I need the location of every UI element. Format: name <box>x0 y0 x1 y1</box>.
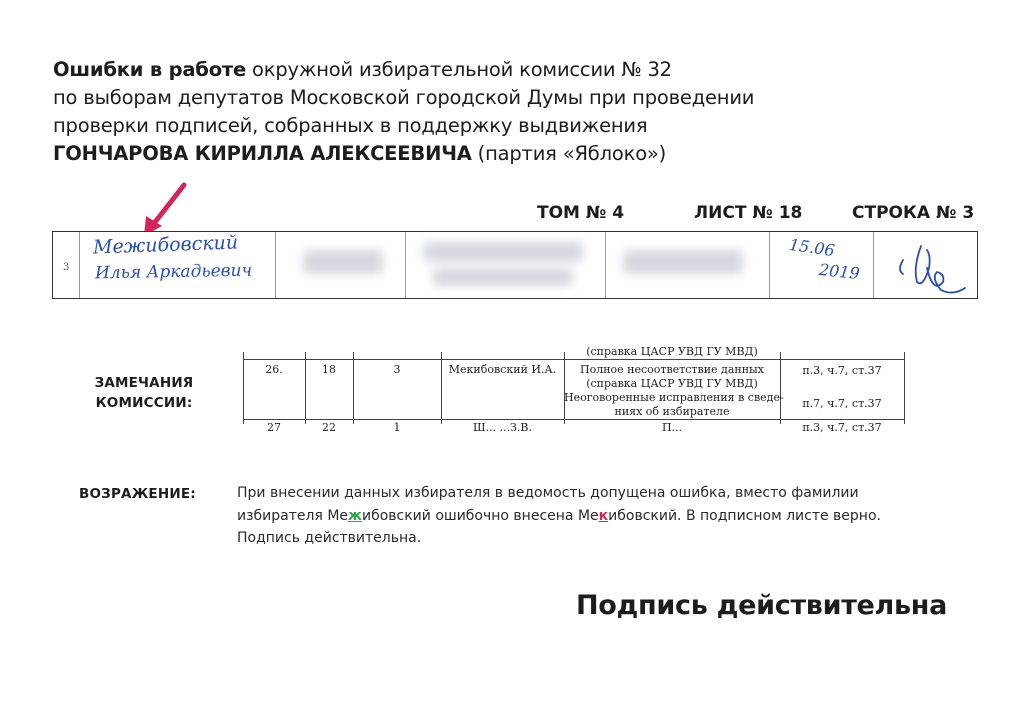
party-name: (партия «Яблоко») <box>471 142 667 165</box>
handwritten-signature <box>891 238 971 296</box>
previous-row-cut-text: (справка ЦАСР УВД ГУ МВД) <box>586 345 758 358</box>
strip-divider <box>873 232 874 298</box>
objection-text-part-2: ибовский ошибочно внесена Ме <box>361 507 599 524</box>
handwritten-date-day: 15.06 <box>787 234 836 261</box>
remark-line: 3 <box>393 363 401 376</box>
remark-law-2: п.7, ч.7, ст.37 <box>802 397 882 410</box>
objection-text <box>237 482 937 550</box>
strip-divider <box>79 232 80 298</box>
heading-line-4 <box>53 140 813 168</box>
next-row-name: Ш... ...З.В. <box>473 421 532 434</box>
remarks-label-line-2: КОМИССИИ: <box>95 395 193 411</box>
objection-text-part-3: ибовский. В подписном листе верно. Подпись действительна. <box>237 507 881 546</box>
remark-reason-1b: (справка ЦАСР УВД ГУ МВД) <box>586 377 758 390</box>
next-row-reason: П... <box>661 421 683 434</box>
correct-letter-highlight: ж <box>348 507 362 524</box>
remark-reason-1a: Полное несоответствие данных <box>579 363 764 376</box>
remark-sheet: 18 <box>322 363 336 376</box>
remark-index: 26. <box>265 363 283 376</box>
strip-divider <box>405 232 406 298</box>
strip-divider <box>605 232 606 298</box>
heading-line-2: по выборам депутатов Московской городской Думы при проведении <box>53 86 755 109</box>
sheet-number: ЛИСТ № 18 <box>694 203 803 223</box>
remarks-label-line-1: ЗАМЕЧАНИЯ <box>94 375 194 391</box>
row-number: СТРОКА № 3 <box>852 203 975 223</box>
redacted-field <box>423 242 583 262</box>
commission-remarks-label <box>88 373 200 413</box>
candidate-name: ГОНЧАРОВА КИРИЛЛА АЛЕКСЕЕВИЧА <box>53 142 472 165</box>
heading-bold-prefix: Ошибки в работе <box>53 58 247 81</box>
remark-reason-2a: Неоговоренные исправления в сведе- <box>564 391 784 404</box>
table-grid-line <box>243 359 905 360</box>
wrong-letter-highlight: к <box>598 507 609 524</box>
next-row-law: п.3, ч.7, ст.37 <box>802 421 882 434</box>
strip-row-number: 3 <box>63 262 70 273</box>
table-grid-line <box>780 352 781 424</box>
remark-law-1: п.3, ч.7, ст.37 <box>802 364 882 377</box>
commission-remarks-table-excerpt <box>243 345 905 434</box>
next-row-index: 27 <box>267 421 281 434</box>
heading-line-1 <box>53 56 813 84</box>
volume-number: ТОМ № 4 <box>537 203 625 223</box>
objection-label: ВОЗРАЖЕНИЕ: <box>79 486 196 502</box>
strip-divider <box>275 232 276 298</box>
verdict-heading: Подпись действительна <box>576 590 948 621</box>
table-grid-line <box>243 419 905 420</box>
next-row-line: 1 <box>393 421 401 434</box>
remark-reason-2b: ниях об избирателе <box>614 405 730 418</box>
table-grid-line <box>904 352 905 424</box>
signature-sheet-strip <box>52 231 978 299</box>
redacted-field <box>433 268 573 286</box>
next-row-sheet: 22 <box>322 421 336 434</box>
handwritten-date-year: 2019 <box>818 259 861 284</box>
redacted-field <box>623 250 743 274</box>
redacted-field <box>303 250 383 274</box>
handwritten-given-names: Илья Аркадьевич <box>94 260 253 284</box>
heading-line-1-rest: окружной избирательной комиссии № 32 <box>246 58 672 81</box>
remark-voter-name: Мекибовский И.А. <box>448 363 557 376</box>
handwritten-surname: Межибовский <box>92 231 239 259</box>
document-heading <box>53 56 813 168</box>
strip-divider <box>769 232 770 298</box>
heading-line-3: проверки подписей, собранных в поддержку выдвижения <box>53 114 648 137</box>
objection-text-part-1: При внесении данных избирателя в ведомость допущена ошибка, вместо фамилии избирателя Ме <box>237 485 859 524</box>
